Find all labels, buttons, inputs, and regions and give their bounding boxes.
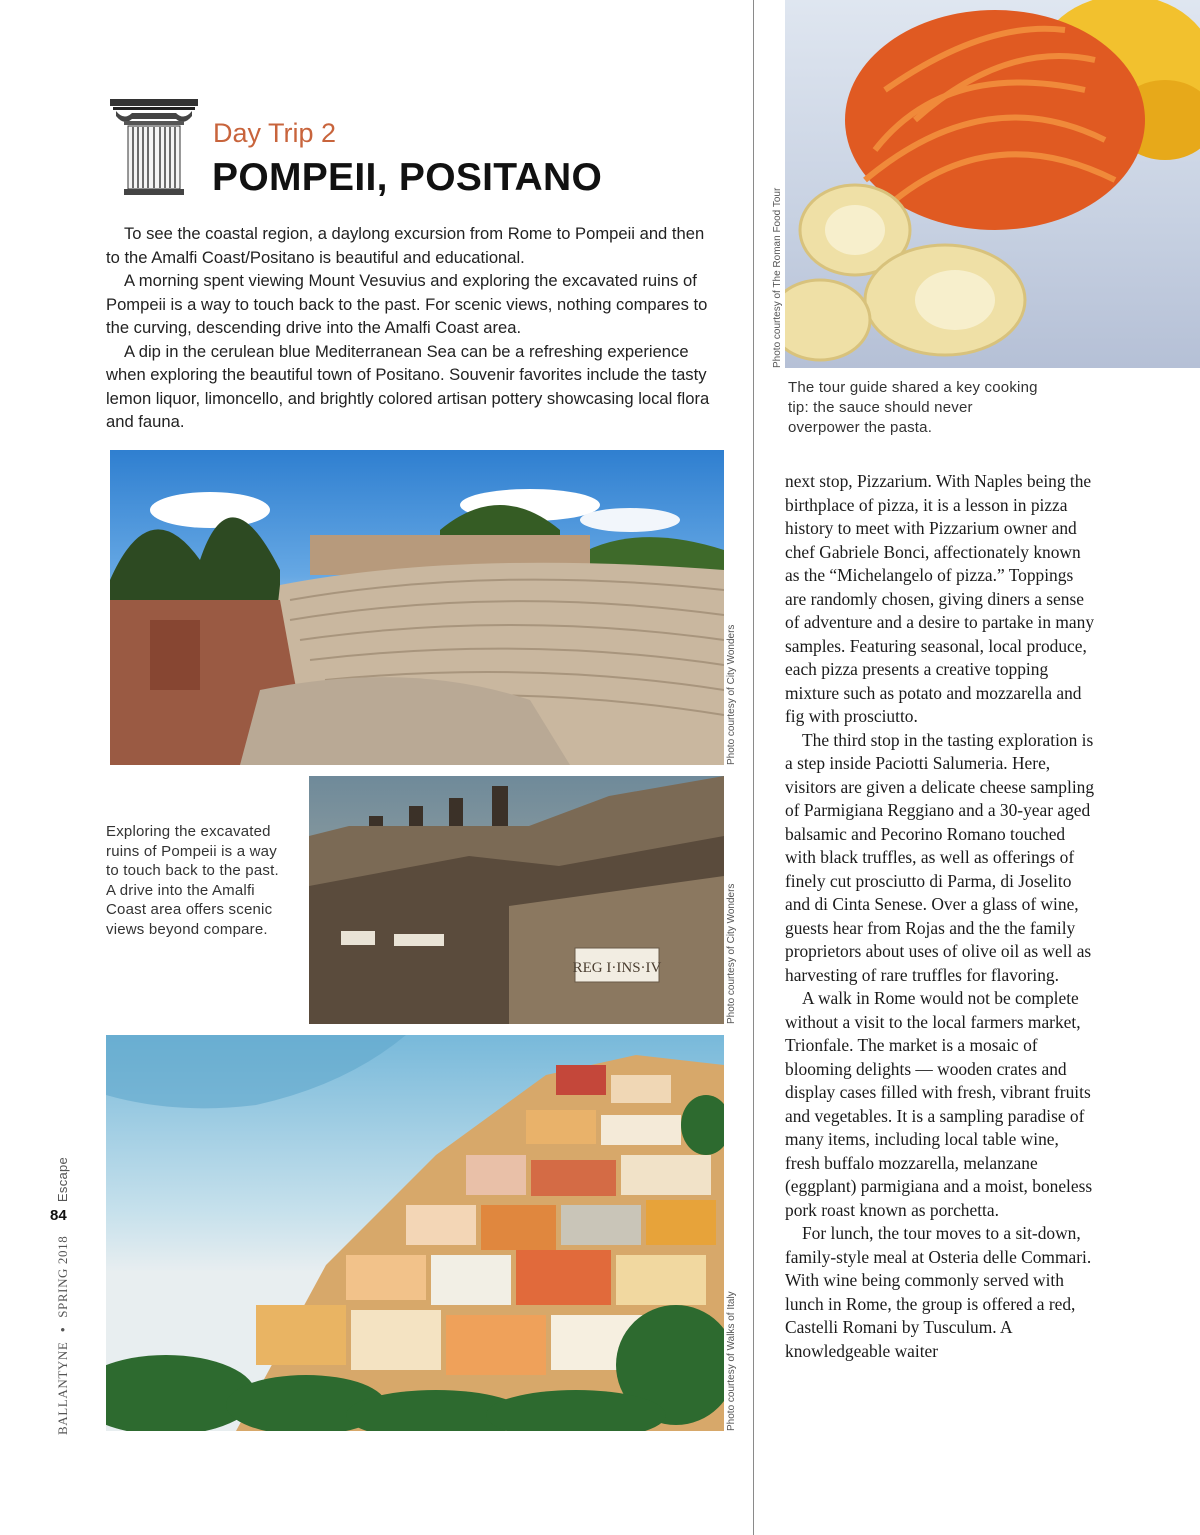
photo-credit: Photo courtesy of City Wonders [726, 624, 737, 765]
photo-credit: Photo courtesy of Walks of Italy [726, 1291, 737, 1431]
positano-photo [106, 1035, 724, 1431]
intro-paragraph: To see the coastal region, a daylong excursion from Rome to Pompeii and then to the Amalfi Coast/Positano is beautiful and educational. [106, 224, 705, 267]
section-name: Escape [55, 1156, 70, 1203]
photo-credit: Photo courtesy of City Wonders [726, 883, 737, 1024]
column-divider [753, 0, 754, 1535]
intro-text [106, 222, 718, 434]
photo-caption: Exploring the excavated ruins of Pompeii is a way to touch back to the past. A drive into the Amalfi Coast area offers scenic views beyond compare. [106, 823, 279, 938]
headline: POMPEII, POSITANO [212, 156, 603, 199]
pasta-photo [785, 0, 1200, 368]
running-footer [55, 1157, 71, 1435]
publication-name: BALLANTYNE [55, 1341, 70, 1435]
body-paragraph: next stop, Pizzarium. With Naples being the birthplace of pizza, it is a lesson in pizza history to meet with Pizzarium owner and chef Gabriele Bonci, affectionately known as the “Michelangelo of pizza.” Toppings are randomly chosen, giving diners a sense of adventure and a desire to partake in many samples. Featuring seasonal, local produce, each pizza presents a creative topping mixture such as potato and mozzarella and fig with prosciutto. [785, 471, 1095, 726]
page-number: 84 [50, 1207, 67, 1224]
photo-credit: Photo courtesy of The Roman Food Tour [772, 187, 783, 368]
pompeii-theater-photo [110, 450, 724, 765]
body-paragraph: For lunch, the tour moves to a sit-down, family-style meal at Osteria delle Commari. With wine being commonly served with lunch in Rome, the group is offered a red, Castelli Romani by Tusculum. A knowledgeable waiter [785, 1223, 1092, 1361]
greek-column-icon [108, 97, 200, 197]
article-body [785, 470, 1095, 1363]
kicker: Day Trip 2 [213, 118, 337, 148]
intro-paragraph: A dip in the cerulean blue Mediterranean Sea can be a refreshing experience when exploring the beautiful town of Positano. Souvenir favorites include the tasty lemon liquor, limoncello, and brightly colored artisan pottery showcasing local flora and fauna. [106, 341, 710, 431]
pompeii-ruins-photo [309, 776, 724, 1024]
ruins-sign-text: REG I·INS·IV [572, 960, 662, 976]
intro-paragraph: A morning spent viewing Mount Vesuvius and exploring the excavated ruins of Pompeii is a way to touch back to the past. For scenic views, nothing compares to the curving, descending drive into the Amalfi Coast area. [106, 271, 708, 337]
body-paragraph: A walk in Rome would not be complete without a visit to the local farmers market, Trionfale. The market is a mosaic of blooming delights — wooden crates and display cases filled with fresh, vibrant fruits and vegetables. It is a sampling paradise of many items, including local table wine, fresh buffalo mozzarella, melanzane (eggplant) parmigiana and a moist, boneless pork roast known as porchetta. [785, 988, 1093, 1220]
folio-separator: • [55, 1327, 70, 1332]
issue-date: SPRING 2018 [55, 1235, 70, 1318]
photo-caption: The tour guide shared a key cooking tip: the sauce should never overpower the pasta. [788, 379, 1038, 436]
body-paragraph: The third stop in the tasting exploration is a step inside Paciotti Salumeria. Here, visitors are given a delicate cheese sampling of Parmigiana Reggiano and a 30-year aged balsamic and Pecorino Romano touched with black truffles, as well as offerings of finely cut prosciutto di Parma, di Joselito and di Cinta Senese. Over a glass of wine, guests hear from Rojas and the the family proprietors about uses of olive oil as well as harvesting of rare truffles for flavoring. [785, 729, 1095, 985]
